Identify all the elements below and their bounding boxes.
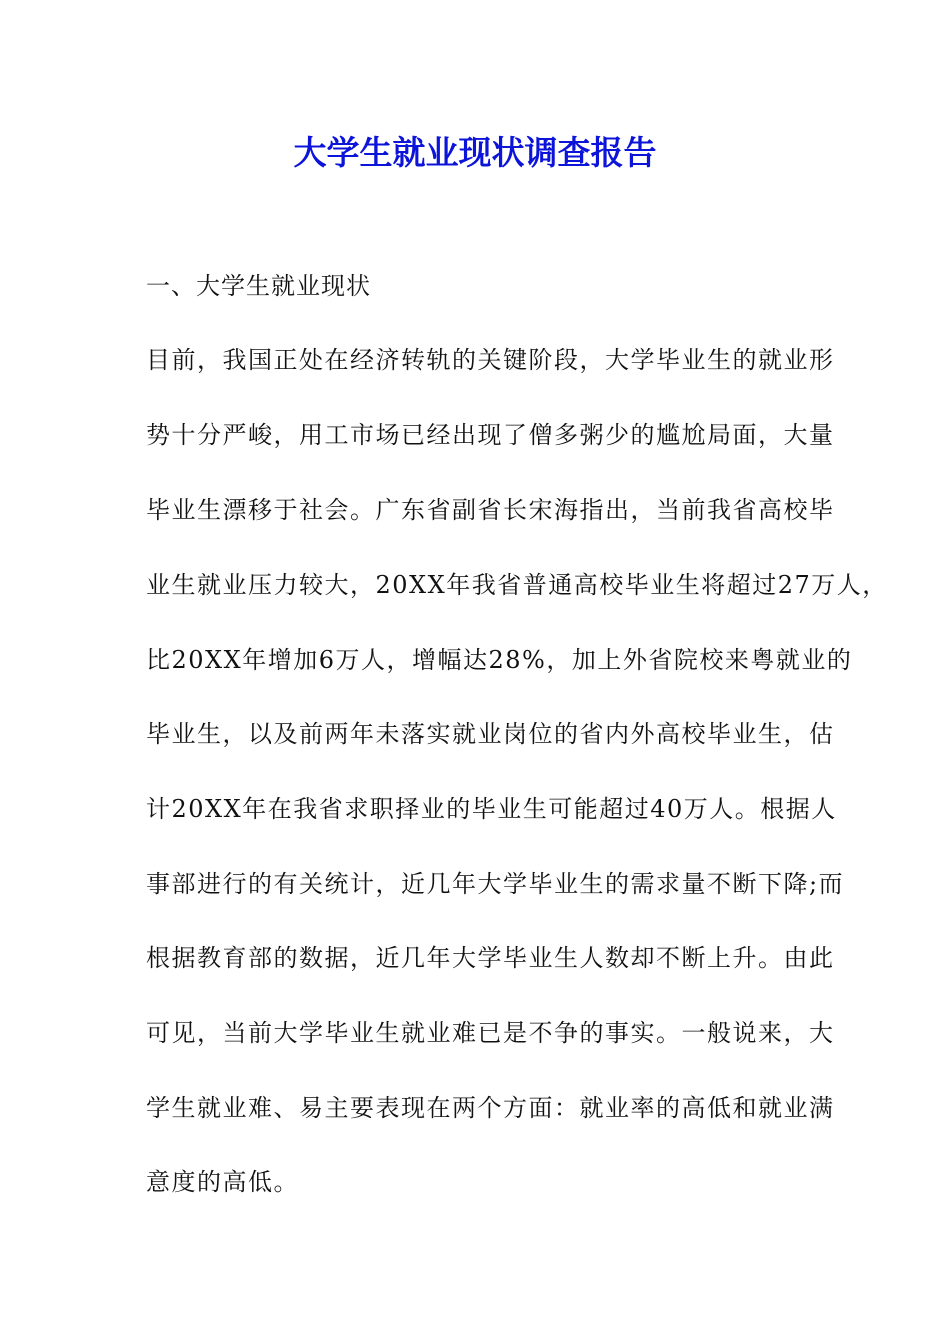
paragraph-line: 学生就业难、易主要表现在两个方面：就业率的高低和就业满 [146,1094,835,1122]
paragraph-line: 势十分严峻，用工市场已经出现了僧多粥少的尴尬局面，大量 [146,421,835,449]
document-title: 大学生就业现状调查报告 [293,133,657,172]
paragraph-line: 事部进行的有关统计，近几年大学毕业生的需求量不断下降;而 [146,870,845,898]
paragraph-line: 毕业生，以及前两年未落实就业岗位的省内外高校毕业生，估 [146,720,835,748]
paragraph-line: 计20XX年在我省求职择业的毕业生可能超过40万人。根据人 [146,795,837,823]
paragraph-line: 业生就业压力较大，20XX年我省普通高校毕业生将超过27万人， [146,571,888,599]
paragraph-line: 可见，当前大学毕业生就业难已是不争的事实。一般说来，大 [146,1019,835,1047]
paragraph-line: 意度的高低。 [146,1168,299,1196]
section-heading: 一、大学生就业现状 [146,272,371,300]
paragraph-line: 根据教育部的数据，近几年大学毕业生人数却不断上升。由此 [146,944,835,972]
paragraph-line: 比20XX年增加6万人，增幅达28%，加上外省院校来粤就业的 [146,646,853,674]
paragraph-line: 毕业生漂移于社会。广东省副省长宋海指出，当前我省高校毕 [146,496,835,524]
paragraph-line: 目前，我国正处在经济转轨的关键阶段，大学毕业生的就业形 [146,346,835,374]
